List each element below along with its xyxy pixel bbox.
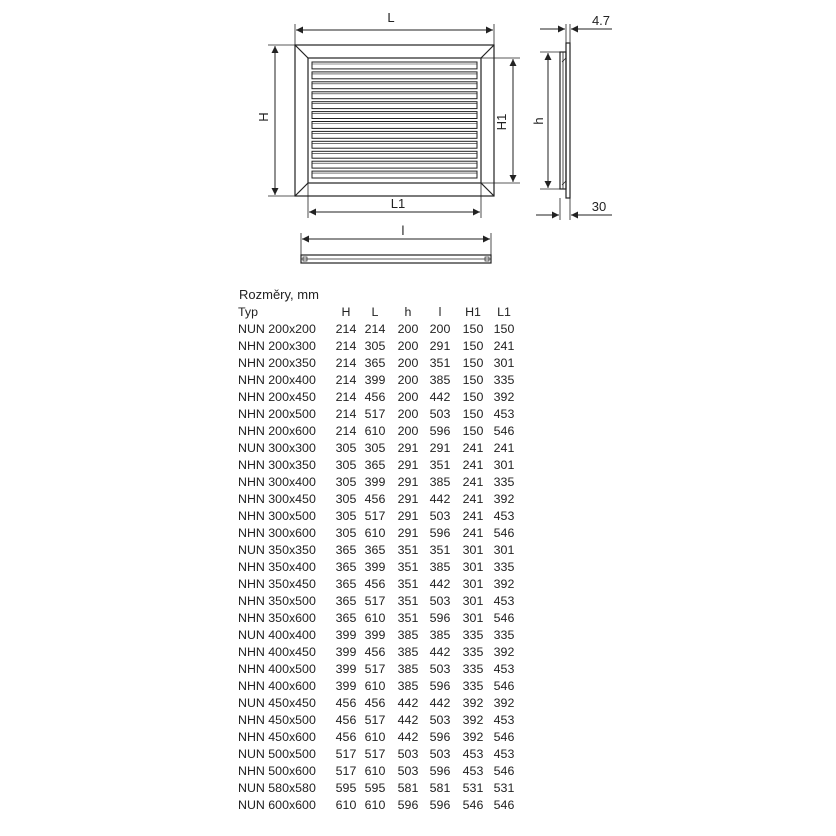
table-row <box>238 474 518 491</box>
table-row <box>238 695 518 712</box>
table-cell: 596 <box>429 526 451 540</box>
table-cell: 365 <box>335 594 357 608</box>
table-cell: 385 <box>429 373 451 387</box>
table-row <box>238 389 518 406</box>
table-cell: 291 <box>397 475 419 489</box>
header-l: l <box>438 305 442 319</box>
table-cell: 214 <box>335 339 357 353</box>
table-cell: 365 <box>335 543 357 557</box>
table-cell: 301 <box>493 356 515 370</box>
table-cell: 399 <box>364 373 386 387</box>
table-caption: Rozměry, mm <box>239 287 319 302</box>
table-row <box>238 423 518 440</box>
label-l: l <box>401 223 405 238</box>
table-cell: 200 <box>397 322 419 336</box>
table-cell: NUN 500x500 <box>238 747 316 761</box>
table-cell: NHN 350x600 <box>238 611 316 625</box>
table-cell: NHN 300x350 <box>238 458 316 472</box>
table-cell: NHN 450x500 <box>238 713 316 727</box>
table-row <box>238 627 518 644</box>
table-cell: 365 <box>364 458 386 472</box>
table-row <box>238 355 518 372</box>
table-row <box>238 661 518 678</box>
table-cell: 150 <box>462 322 484 336</box>
header-H: H <box>341 305 351 319</box>
table-cell: 610 <box>364 730 386 744</box>
table-cell: NUN 300x300 <box>238 441 316 455</box>
table-cell: 517 <box>335 764 357 778</box>
header-L: L <box>371 305 379 319</box>
table-cell: 241 <box>493 441 515 455</box>
table-cell: 150 <box>462 373 484 387</box>
table-cell: 291 <box>397 441 419 455</box>
table-cell: 546 <box>493 526 515 540</box>
table-cell: 610 <box>364 526 386 540</box>
table-cell: 305 <box>335 509 357 523</box>
table-cell: 351 <box>397 611 419 625</box>
table-cell: 200 <box>397 339 419 353</box>
table-cell: 150 <box>462 339 484 353</box>
table-row <box>238 457 518 474</box>
table-cell: 517 <box>364 662 386 676</box>
table-row <box>238 712 518 729</box>
table-cell: 503 <box>397 764 419 778</box>
table-cell: 214 <box>335 407 357 421</box>
table-cell: 456 <box>364 390 386 404</box>
table-cell: 351 <box>429 543 451 557</box>
table-cell: 392 <box>493 390 515 404</box>
louver-blade <box>312 112 477 119</box>
table-cell: 392 <box>493 492 515 506</box>
table-cell: 241 <box>462 509 484 523</box>
table-cell: NUN 350x350 <box>238 543 316 557</box>
table-cell: 453 <box>493 747 515 761</box>
technical-drawing <box>0 0 836 280</box>
label-h: h <box>531 117 546 125</box>
table-cell: 392 <box>462 730 484 744</box>
table-row <box>238 746 518 763</box>
table-cell: 291 <box>397 458 419 472</box>
table-cell: NHN 300x450 <box>238 492 316 506</box>
table-cell: 241 <box>462 526 484 540</box>
table-cell: 456 <box>364 577 386 591</box>
front-view <box>268 24 520 218</box>
table-cell: NUN 400x400 <box>238 628 316 642</box>
table-cell: 442 <box>397 696 419 710</box>
table-cell: 392 <box>493 696 515 710</box>
table-cell: 453 <box>462 747 484 761</box>
label-L1: L1 <box>390 196 406 211</box>
table-cell: 610 <box>364 679 386 693</box>
table-cell: 291 <box>429 339 451 353</box>
table-cell: 517 <box>364 594 386 608</box>
table-cell: 581 <box>429 781 451 795</box>
table-cell: 517 <box>364 747 386 761</box>
table-cell: 305 <box>364 441 386 455</box>
table-cell: NHN 400x450 <box>238 645 316 659</box>
table-cell: 214 <box>335 373 357 387</box>
table-cell: 200 <box>397 356 419 370</box>
louver-blade <box>312 92 477 99</box>
table-cell: 531 <box>462 781 484 795</box>
table-cell: 517 <box>335 747 357 761</box>
table-cell: 241 <box>462 492 484 506</box>
table-cell: 596 <box>429 424 451 438</box>
table-cell: 610 <box>335 798 357 812</box>
table-cell: 200 <box>429 322 451 336</box>
table-row <box>238 729 518 746</box>
table-cell: 301 <box>462 594 484 608</box>
louver-blade <box>312 141 477 148</box>
table-cell: 291 <box>429 441 451 455</box>
table-cell: 241 <box>493 339 515 353</box>
table-cell: 351 <box>397 577 419 591</box>
table-cell: 335 <box>493 373 515 387</box>
table-cell: 399 <box>364 560 386 574</box>
table-cell: 351 <box>397 543 419 557</box>
table-cell: 214 <box>335 424 357 438</box>
table-row <box>238 491 518 508</box>
table-cell: 335 <box>493 475 515 489</box>
header-L1: L1 <box>497 305 511 319</box>
label-H1: H1 <box>494 113 509 131</box>
table-cell: 503 <box>429 407 451 421</box>
table-cell: 385 <box>397 645 419 659</box>
table-cell: NHN 400x600 <box>238 679 316 693</box>
louver-blade <box>312 161 477 168</box>
table-row <box>238 780 518 797</box>
table-cell: 150 <box>493 322 515 336</box>
louver-blade <box>312 131 477 138</box>
table-cell: NUN 450x450 <box>238 696 316 710</box>
table-cell: 581 <box>397 781 419 795</box>
header-h: h <box>404 305 412 319</box>
table-cell: 503 <box>429 662 451 676</box>
table-cell: NUN 200x200 <box>238 322 316 336</box>
table-cell: 453 <box>493 594 515 608</box>
table-cell: 392 <box>493 645 515 659</box>
table-cell: 365 <box>364 356 386 370</box>
table-cell: 335 <box>462 645 484 659</box>
table-cell: 456 <box>335 713 357 727</box>
table-cell: NHN 400x500 <box>238 662 316 676</box>
label-30: 30 <box>591 199 607 214</box>
header-typ: Typ <box>238 305 258 319</box>
table-cell: 503 <box>429 594 451 608</box>
table-cell: 546 <box>493 679 515 693</box>
label-4.7: 4.7 <box>591 13 611 28</box>
table-cell: 399 <box>364 475 386 489</box>
table-cell: 546 <box>493 730 515 744</box>
table-cell: 301 <box>493 543 515 557</box>
table-cell: 517 <box>364 713 386 727</box>
table-cell: 241 <box>462 458 484 472</box>
table-cell: 335 <box>462 662 484 676</box>
table-cell: 610 <box>364 764 386 778</box>
table-cell: 301 <box>493 458 515 472</box>
table-row <box>238 542 518 559</box>
table-cell: NHN 450x600 <box>238 730 316 744</box>
table-cell: 200 <box>397 390 419 404</box>
table-cell: 291 <box>397 526 419 540</box>
table-cell: 385 <box>397 628 419 642</box>
table-cell: 456 <box>364 696 386 710</box>
table-cell: 385 <box>429 560 451 574</box>
table-cell: NHN 350x500 <box>238 594 316 608</box>
table-cell: 595 <box>364 781 386 795</box>
table-cell: 291 <box>397 509 419 523</box>
table-cell: 399 <box>364 628 386 642</box>
table-cell: NHN 300x600 <box>238 526 316 540</box>
table-cell: 596 <box>429 679 451 693</box>
table-cell: 301 <box>462 560 484 574</box>
table-cell: 392 <box>462 696 484 710</box>
table-row <box>238 372 518 389</box>
table-cell: 456 <box>364 492 386 506</box>
table-cell: 150 <box>462 356 484 370</box>
table-cell: 596 <box>429 730 451 744</box>
louver-blade <box>312 122 477 129</box>
table-cell: 442 <box>397 730 419 744</box>
table-cell: 517 <box>364 509 386 523</box>
table-cell: 546 <box>462 798 484 812</box>
table-cell: 241 <box>462 475 484 489</box>
table-cell: 351 <box>429 356 451 370</box>
table-cell: NUN 600x600 <box>238 798 316 812</box>
table-cell: 305 <box>335 475 357 489</box>
table-row <box>238 797 518 814</box>
table-cell: 456 <box>335 730 357 744</box>
table-cell: 546 <box>493 611 515 625</box>
table-cell: 399 <box>335 662 357 676</box>
table-cell: 335 <box>493 628 515 642</box>
table-row <box>238 678 518 695</box>
table-cell: 305 <box>335 526 357 540</box>
table-body <box>238 321 518 814</box>
table-cell: NHN 200x400 <box>238 373 316 387</box>
table-cell: 453 <box>493 713 515 727</box>
table-cell: 351 <box>429 458 451 472</box>
dimensions-table <box>238 304 518 814</box>
table-cell: 301 <box>462 543 484 557</box>
louver-blade <box>312 151 477 158</box>
header-H1: H1 <box>465 305 481 319</box>
table-cell: 442 <box>429 492 451 506</box>
table-cell: NHN 200x450 <box>238 390 316 404</box>
table-cell: 453 <box>493 509 515 523</box>
table-cell: 200 <box>397 407 419 421</box>
table-cell: NHN 300x500 <box>238 509 316 523</box>
louver-blade <box>312 171 477 178</box>
table-cell: 305 <box>335 458 357 472</box>
table-cell: 546 <box>493 798 515 812</box>
table-cell: 385 <box>397 679 419 693</box>
table-row <box>238 593 518 610</box>
louver-blade <box>312 72 477 79</box>
table-cell: 150 <box>462 390 484 404</box>
table-row <box>238 644 518 661</box>
table-cell: 335 <box>493 560 515 574</box>
table-row <box>238 763 518 780</box>
table-cell: 365 <box>335 560 357 574</box>
table-cell: 214 <box>335 356 357 370</box>
table-row <box>238 440 518 457</box>
table-cell: 150 <box>462 424 484 438</box>
table-row <box>238 508 518 525</box>
table-cell: NHN 500x600 <box>238 764 316 778</box>
table-cell: 335 <box>462 628 484 642</box>
table-row <box>238 406 518 423</box>
bottom-view <box>301 233 491 263</box>
table-cell: 610 <box>364 798 386 812</box>
table-row <box>238 559 518 576</box>
table-cell: 385 <box>397 662 419 676</box>
table-cell: 399 <box>335 645 357 659</box>
table-cell: 453 <box>493 407 515 421</box>
table-cell: 442 <box>429 390 451 404</box>
table-cell: 531 <box>493 781 515 795</box>
table-cell: 596 <box>429 798 451 812</box>
table-cell: NHN 200x500 <box>238 407 316 421</box>
table-row <box>238 338 518 355</box>
table-cell: NHN 300x400 <box>238 475 316 489</box>
table-cell: 392 <box>462 713 484 727</box>
table-cell: NUN 580x580 <box>238 781 316 795</box>
table-cell: 214 <box>364 322 386 336</box>
table-cell: 392 <box>493 577 515 591</box>
louver-blade <box>312 62 477 69</box>
table-cell: 335 <box>462 679 484 693</box>
table-header-row <box>238 304 518 321</box>
grille-frame-inner <box>308 58 481 183</box>
table-cell: 365 <box>335 577 357 591</box>
table-cell: 453 <box>493 662 515 676</box>
table-cell: 399 <box>335 628 357 642</box>
table-cell: 503 <box>397 747 419 761</box>
table-cell: 150 <box>462 407 484 421</box>
table-cell: 610 <box>364 611 386 625</box>
table-cell: 214 <box>335 322 357 336</box>
table-cell: 456 <box>335 696 357 710</box>
label-L: L <box>387 10 395 25</box>
table-cell: 595 <box>335 781 357 795</box>
table-cell: 596 <box>429 611 451 625</box>
table-cell: 365 <box>335 611 357 625</box>
table-cell: 610 <box>364 424 386 438</box>
louvers <box>312 62 477 178</box>
table-cell: 503 <box>429 747 451 761</box>
label-H: H <box>256 112 271 122</box>
table-cell: 503 <box>429 509 451 523</box>
table-cell: 305 <box>335 492 357 506</box>
table-cell: NHN 200x600 <box>238 424 316 438</box>
table-cell: 442 <box>429 696 451 710</box>
louver-blade <box>312 82 477 89</box>
table-cell: 301 <box>462 611 484 625</box>
table-cell: NHN 350x400 <box>238 560 316 574</box>
table-cell: 214 <box>335 390 357 404</box>
table-cell: 442 <box>429 577 451 591</box>
table-cell: NHN 200x350 <box>238 356 316 370</box>
table-cell: 546 <box>493 424 515 438</box>
louver-blade <box>312 102 477 109</box>
table-cell: 453 <box>462 764 484 778</box>
table-cell: 503 <box>429 713 451 727</box>
table-cell: 305 <box>364 339 386 353</box>
table-cell: 385 <box>429 628 451 642</box>
table-cell: 200 <box>397 424 419 438</box>
side-view <box>536 24 612 220</box>
table-cell: NHN 200x300 <box>238 339 316 353</box>
table-cell: 442 <box>429 645 451 659</box>
table-cell: 305 <box>335 441 357 455</box>
table-cell: 200 <box>397 373 419 387</box>
table-cell: 351 <box>397 560 419 574</box>
table-cell: 301 <box>462 577 484 591</box>
table-cell: NHN 350x450 <box>238 577 316 591</box>
table-cell: 291 <box>397 492 419 506</box>
table-cell: 399 <box>335 679 357 693</box>
table-row <box>238 525 518 542</box>
table-row <box>238 610 518 627</box>
table-cell: 596 <box>429 764 451 778</box>
table-cell: 517 <box>364 407 386 421</box>
table-cell: 351 <box>397 594 419 608</box>
table-row <box>238 576 518 593</box>
table-cell: 596 <box>397 798 419 812</box>
table-cell: 456 <box>364 645 386 659</box>
table-row <box>238 321 518 338</box>
table-cell: 365 <box>364 543 386 557</box>
table-cell: 241 <box>462 441 484 455</box>
table-cell: 546 <box>493 764 515 778</box>
table-cell: 385 <box>429 475 451 489</box>
table-cell: 442 <box>397 713 419 727</box>
